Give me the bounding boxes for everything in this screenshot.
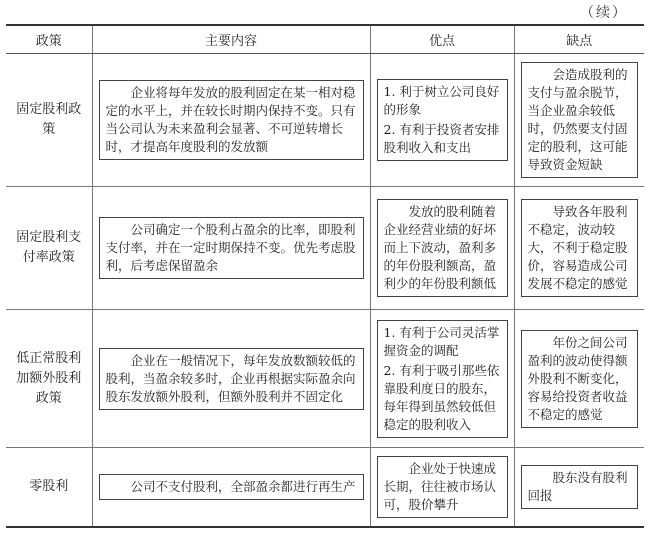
content-cell — [92, 448, 370, 528]
policy-cell: 固定股利支付率政策 — [6, 187, 92, 310]
disadvantages-box: 年份之间公司盈利的波动使得额外股利不断变化，容易给投资者收益不稳定的感觉 — [521, 330, 639, 428]
advantage-item: 发放的股利随着企业经营业绩的好坏而上下波动，盈利多的年份股利额高，盈利少的年份股利额低 — [383, 204, 497, 291]
advantages-cell — [370, 310, 514, 448]
content-box: 企业将每年发放的股利固定在某一相对稳定的水平上，并在较长时期内保持不变。只有当公司认为未来盈利会显著、不可逆转增长时，才提高年度股利的发放额 — [99, 80, 364, 160]
disadvantages-cell — [514, 310, 644, 448]
disadvantages-box: 会造成股利的支付与盈余脱节，当企业盈余较低时，仍然要支付固定的股利，这可能导致资金短缺 — [521, 62, 639, 178]
advantages-box — [377, 199, 508, 297]
advantage-item: 企业处于快速成长期，往往被市场认可，股价攀升 — [383, 461, 497, 512]
policy-cell: 零股利 — [6, 448, 92, 528]
table-row — [6, 310, 644, 448]
header-advantages: 优点 — [370, 25, 514, 54]
content-box: 企业在一般情况下，每年发放数额较低的股利，当盈余较多时，企业再根据实际盈余向股东发放额外股利，但额外股利并不固定化 — [99, 348, 364, 410]
advantages-cell — [370, 448, 514, 528]
header-content: 主要内容 — [92, 25, 370, 54]
disadvantages-cell — [514, 54, 644, 187]
policy-cell: 固定股利政策 — [6, 54, 92, 187]
disadvantages-cell — [514, 448, 644, 528]
advantages-box — [377, 79, 508, 161]
disadvantages-box: 股东没有股利回报 — [521, 465, 639, 509]
continued-label: （续） — [580, 5, 628, 21]
advantage-item: 1. 有利于公司灵活掌握资金的调配 — [383, 324, 500, 358]
disadvantages-cell — [514, 187, 644, 310]
disadvantages-box: 导致各年股利不稳定，波动较大，不利于稳定股价，容易造成公司发展不稳定的感觉 — [521, 199, 639, 297]
advantage-item: 1. 利于树立公司良好的形象 — [383, 84, 500, 117]
table-row — [6, 187, 644, 310]
content-box: 公司确定一个股利占盈余的比率，即股利支付率，并在一定时期保持不变。优先考虑股利，后考虑保留盈余 — [99, 217, 364, 279]
advantage-item: 2. 有利于投资者安排股利收入和支出 — [383, 122, 500, 155]
dividend-policy-table — [6, 24, 644, 528]
content-box: 公司不支付股利，全部盈余都进行再生产 — [99, 474, 364, 500]
content-cell — [92, 54, 370, 187]
header-policy: 政策 — [6, 25, 92, 54]
policy-cell: 低正常股利加额外股利政策 — [6, 310, 92, 448]
advantages-cell — [370, 54, 514, 187]
content-cell — [92, 187, 370, 310]
advantages-cell — [370, 187, 514, 310]
header-disadvantages: 缺点 — [514, 25, 644, 54]
advantages-box — [377, 456, 508, 518]
content-cell — [92, 310, 370, 448]
table-row — [6, 54, 644, 187]
table-row — [6, 448, 644, 528]
advantage-item: 2. 有利于吸引那些依靠股利度日的股东，每年得到虽然较低但稳定的股利收入 — [383, 362, 500, 432]
advantages-box — [377, 320, 508, 438]
header-row — [6, 25, 644, 54]
